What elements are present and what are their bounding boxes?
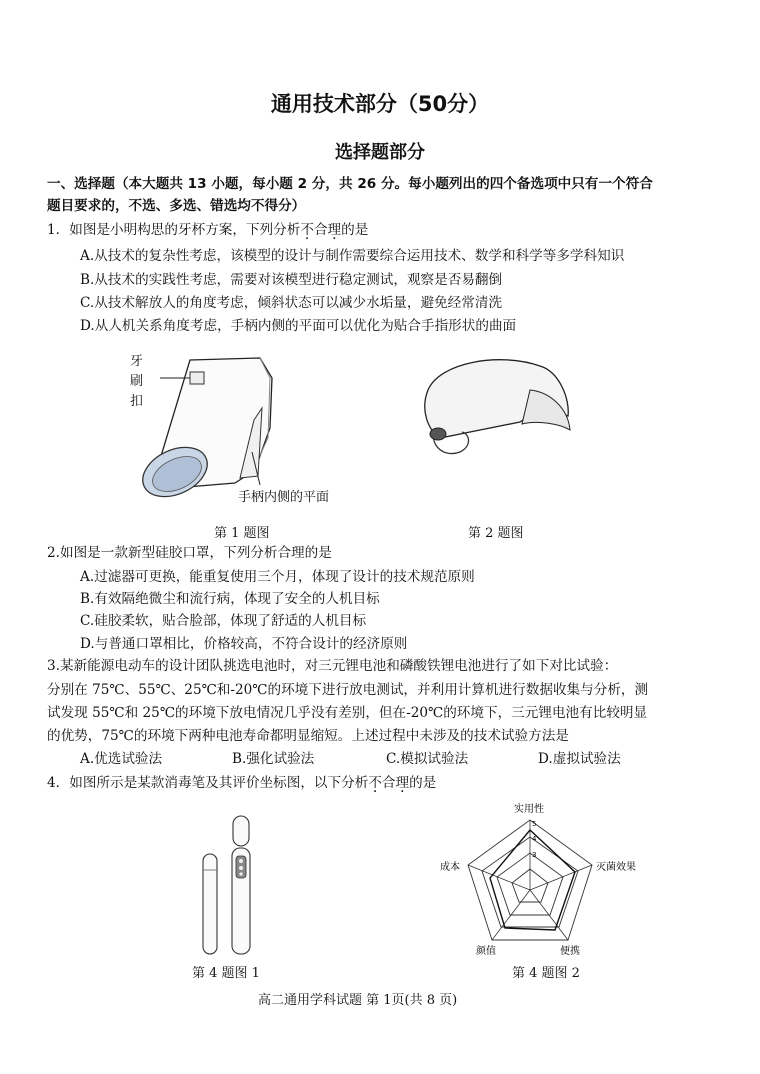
q1-stem — [47, 220, 368, 240]
q4-stem-mid: 合 — [381, 775, 396, 791]
q4-stem — [47, 773, 436, 793]
q2-option-c: C.硅胶柔软，贴合脸部，体现了舒适的人机目标 — [80, 613, 367, 629]
q1-figure-caption: 第 1 题图 — [214, 526, 270, 541]
radar-label-portability: 便携 — [560, 946, 580, 957]
q3-option-c: C.模拟试验法 — [386, 751, 469, 767]
q2-option-b: B.有效隔绝微尘和流行病，体现了安全的人机目标 — [80, 591, 380, 607]
q2-option-d: D.与普通口罩相比，价格较高，不符合设计的经济原则 — [80, 636, 408, 652]
fig1-label-handle: 手柄内侧的平面 — [238, 490, 330, 505]
q1-option-b: B.从技术的实践性考虑，需要对该模型进行稳定测试，观察是否易翻倒 — [80, 272, 503, 288]
q1-stem-mid: 合 — [313, 222, 328, 238]
q3-line-1: 3.某新能源电动车的设计团队挑选电池时，对三元锂电池和磷酸铁锂电池进行了如下对比试验： — [47, 658, 618, 674]
q3-line-4: 的优势，75℃的环境下两种电池寿命都明显缩短。上述过程中未涉及的技术试验方法是 — [47, 728, 569, 744]
q3-option-b: B.强化试验法 — [232, 751, 315, 767]
toothbrush-cup-figure — [120, 348, 360, 508]
q4-figure1-caption: 第 4 题图 1 — [192, 966, 260, 981]
q3-line-2: 分别在 75℃、55℃、25℃和-20℃的环境下进行放电测试，并利用计算机进行数据收集与分析，测 — [47, 682, 649, 698]
q1-option-d: D.从人机关系角度考虑，手柄内侧的平面可以优化为贴合手指形状的曲面 — [80, 318, 517, 334]
page-footer: 高二通用学科试题 第 1页(共 8 页) — [258, 993, 458, 1008]
evaluation-radar-chart — [430, 800, 636, 960]
section-subtitle: 选择题部分 — [335, 142, 425, 163]
radar-label-practicality: 实用性 — [514, 804, 544, 815]
q3-line-3: 试发现 55℃和 25℃的环境下放电情况几乎没有差别，但在-20℃的环境下，三元锂电池有比较明显 — [47, 705, 648, 721]
silicone-mask-figure — [410, 350, 580, 468]
radar-tick-4: 4 — [532, 835, 537, 843]
fig1-label-toothbrush-clip — [130, 352, 146, 412]
q1-stem-emphasis-2: 理 — [327, 222, 342, 238]
fig1-label-char: 牙 — [130, 354, 144, 369]
q1-stem-pre: 1．如图是小明构思的牙杯方案，下列分析 — [47, 222, 301, 238]
q4-stem-post: 的是 — [409, 775, 437, 791]
section-instruction-line1: 一、选择题（本大题共 13 小题，每小题 2 分，共 26 分。每小题列出的四个备选项中只有一个符合 — [47, 176, 653, 192]
radar-label-cost: 成本 — [440, 862, 460, 873]
q3-option-d: D.虚拟试验法 — [538, 751, 621, 767]
radar-tick-5: 5 — [532, 820, 537, 828]
q4-figure2-caption: 第 4 题图 2 — [512, 966, 580, 981]
sterilization-pen-figure — [195, 810, 265, 960]
q1-option-c: C.从技术解放人的角度考虑，倾斜状态可以减少水垢量，避免经常清洗 — [80, 295, 503, 311]
q2-figure-caption: 第 2 题图 — [468, 526, 524, 541]
q2-option-a: A.过滤器可更换，能重复使用三个月，体现了设计的技术规范原则 — [80, 569, 475, 585]
radar-tick-3: 3 — [532, 851, 537, 859]
radar-label-appearance: 颜值 — [476, 946, 496, 957]
q3-option-a: A.优选试验法 — [80, 751, 163, 767]
section-instruction-line2: 题目要求的，不选、多选、错选均不得分） — [47, 198, 306, 214]
page-title: 通用技术部分（50分） — [270, 92, 490, 116]
q4-stem-emphasis-1: 不 — [368, 775, 382, 791]
q1-option-a: A.从技术的复杂性考虑，该模型的设计与制作需要综合运用技术、数学和科学等多学科知识 — [80, 248, 625, 264]
q1-stem-post: 的是 — [341, 222, 369, 238]
q2-stem: 2.如图是一款新型硅胶口罩，下列分析合理的是 — [47, 545, 332, 561]
q4-stem-emphasis-2: 理 — [395, 775, 410, 791]
fig1-label-char: 扣 — [130, 394, 144, 409]
radar-label-sterilization-effect: 灭菌效果 — [596, 862, 636, 873]
q1-stem-emphasis-1: 不 — [300, 222, 314, 238]
fig1-label-char: 刷 — [130, 374, 144, 389]
q4-stem-pre: 4．如图所示是某款消毒笔及其评价坐标图，以下分析 — [47, 775, 369, 791]
